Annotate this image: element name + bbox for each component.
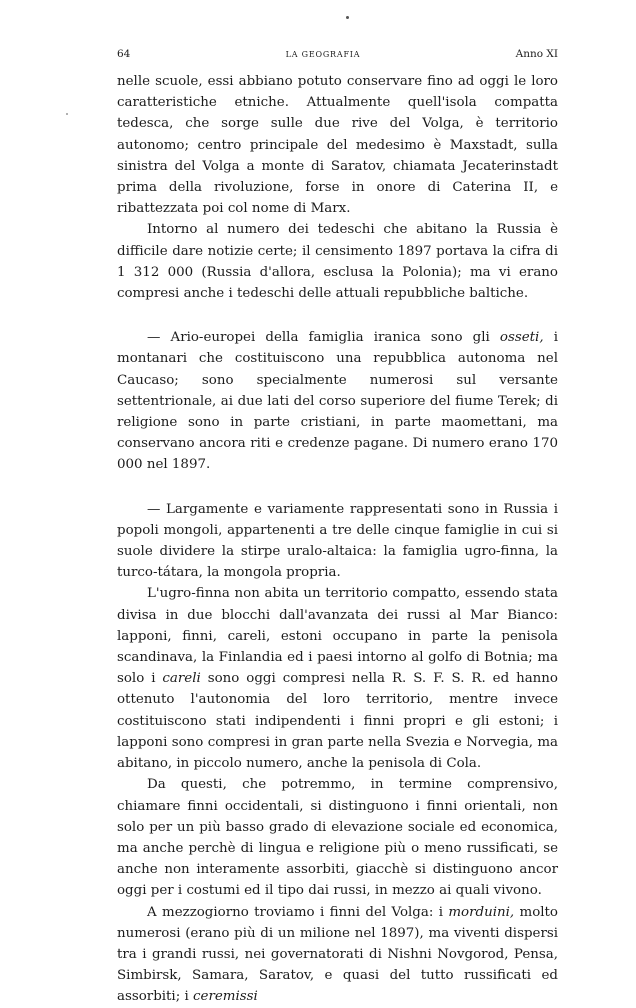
italic-term: careli [162, 671, 201, 687]
paragraph-text: — Ario-europei della famiglia iranica sono gli [147, 330, 500, 346]
paragraph [117, 327, 558, 475]
paragraph: Da questi, che potremmo, in termine comprensivo, chiamare finni occidentali, si distinguono i finni orientali, non solo per un più basso grado di elevazione sociale ed economica, ma anche perchè di lingua e religione più o meno russificati, se anche non interamente assorbiti, giacchè si distinguono ancor oggi per i costumi ed il tipo dai russi, in mezzo ai quali vivono. [117, 777, 558, 899]
paragraph-text: A mezzogiorno troviamo i finni del Volga: i [147, 904, 449, 920]
paragraph-text: L'ugro-finna non abita un territorio compatto, essendo stata divisa in due blocchi dall'avanzata dei russi al Mar Bianco: lapponi, finni, careli, estoni occupano in parte la penisola scandinava, la Finlandia ed i paesi intorno al golfo di Botnia; ma solo i [117, 586, 558, 687]
paragraph [117, 583, 558, 774]
paragraph-text: molto numerosi (erano più di un milione nel 1897), ma viventi dispersi tra i grandi russi, nei governatorati di Nishni Novgorod, Pensa, Simbirsk, Samara, Saratov, e quasi del tutto russificati ed assorbiti; i [117, 904, 558, 1005]
paragraph: nelle scuole, essi abbiano potuto conservare fino ad oggi le loro caratteristiche etniche. Attualmente quell'isola compatta tedesca, che sorge sulle due rive del Volga, è territorio autonomo; centro principale del medesimo è Maxstadt, sulla sinistra del Volga a monte di Saratov, chiamata Jecaterinstadt prima della rivoluzione, forse in onore di Caterina II, e ribattezzata poi col nome di Marx. [117, 74, 558, 217]
print-mark [346, 16, 349, 19]
volume-year: Anno XI [515, 48, 558, 60]
running-header [117, 47, 558, 61]
paragraph-text: sono oggi compresi nella R. S. F. S. R. ed hanno ottenuto l'autonomia del loro territorio, mentre invece costituiscono stati indipendenti i finni propri e gli estoni; i lapponi sono compresi in gran parte nella Svezia e Norvegia, ma abitano, in piccolo numero, anche la penisola di Cola. [117, 671, 558, 772]
margin-mark [66, 113, 68, 115]
italic-term: ceremissi [193, 989, 258, 1005]
paragraph [117, 902, 558, 1008]
page-number: 64 [117, 48, 131, 60]
paragraph: Intorno al numero dei tedeschi che abitano la Russia è difficile dare notizie certe; il censimento 1897 portava la cifra di 1 312 000 (Russia d'allora, esclusa la Polonia); ma vi erano compresi anche i tedeschi delle attuali repubbliche baltiche. [117, 222, 558, 302]
journal-title: LA GEOGRAFIA [285, 49, 361, 59]
italic-term: morduini, [448, 904, 515, 920]
italic-term: osseti, [499, 330, 544, 346]
paragraph: — Largamente e variamente rappresentati sono in Russia i popoli mongoli, appartenenti a tre delle cinque famiglie in cui si suole dividere la stirpe uralo-altaica: la famiglia ugro-finna, la turco-tátara, la mongola propria. [117, 501, 558, 581]
body-text [117, 71, 558, 1008]
paragraph-text: i montanari che costituiscono una repubblica autonoma nel Caucaso; sono specialmente numerosi sul versante settentrionale, ai due lati del corso superiore del fiume Terek; di religione sono in parte cristiani, in parte maomettani, ma conservano ancora riti e credenze pagane. Di numero erano 170 000 nel 1897. [117, 330, 558, 473]
